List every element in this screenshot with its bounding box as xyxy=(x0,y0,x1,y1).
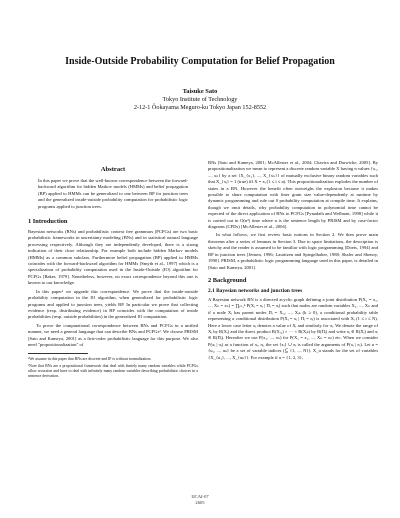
right-paragraph-1: BNs [Sato and Kameya, 2001; McAllester et al., 2004; Chavira and Darwiche, 2005]. By propositionalization we mean to represent a discrete random variable X having n values {x₁, ..., xₙ} by a set {X_{x₁}, ..., X_{xₙ}} of mutually exclusive binary random variables such that X_{xᵢ} = 1 (true) iff X = xᵢ (1 ≤ i ≤ n). This propositionalization explodes the number of states in a BN. However the benefit often outweighs the explosion because it makes possible to share computation with finer grain size value-dependently at runtime by dynamic programming and rule out 0 probability computation at compile time. It explains, though we omit details, why probability computation in polynomial time cannot be expected of the direct application of BNs to PCFGs [Pynadath and Wellman, 1998] while it is carried out in O(n³) time where n is the sentence length by PRISM and by case-factor diagrams (CFDs) [McAllester et al., 2004]. xyxy=(208,160,378,230)
right-column xyxy=(208,160,378,363)
abstract-heading: Abstract xyxy=(100,166,126,173)
background-paragraph-1: A Bayesian network BN is a directed acyclic graph defining a joint distribution P(X₁ = x₁, ..., Xₙ = xₙ) = ∏ᵢ₌₁ⁿ P(Xᵢ = xᵢ | Πᵢ = πᵢ) such that nodes are random variables X₁, ..., Xₙ and if a node Xᵢ has parent nodes Πᵢ = Xᵢ₁, ..., Xᵢₖ (k ≥ 0), a conditional probability table representing a conditional distribution P(Xᵢ = xᵢ | Πᵢ = πᵢ) is associated with Xᵢ (1 ≤ i ≤ N). Here a lower case letter xᵢ denotes a value of Xᵢ and similarly for πᵢ. We denote the range of Xᵢ by R(Xᵢ) and the direct product R(Xᵢ₁) × ··· × R(Xᵢₖ) by R(Πᵢ) and write xᵢ ∈ R(Xᵢ) and πᵢ ∈ R(Πᵢ). Hereafter we use P(x₁, ..., xₙ) for P(X₁ = x₁, ..., Xₙ = xₙ) etc. When we consider P(xᵢ | πᵢ) as a function of xᵢ, πᵢ, the set {xᵢ} ∪ πᵢ is called the arguments of P(xᵢ | πᵢ). Let u = {u₁, ..., uₖ} be a set of variable indices (⊆ {1, ..., N}). X_u stands for the set of variables {X_{u₁}, ..., X_{uₖ}}. For example if u = {1, 2, 3}, xyxy=(208,296,378,360)
right-paragraph-2: In what follows, we first review basic notions in Section 2. We then prove main theorems after a series of lemmas in Section 3. Due to space limitations, the description is sketchy and the reader is assumed to be familiar with logic programming [Doets, 1994] and BP in junction trees [Jensen, 1996; Lauritzen and Spiegelhalter, 1988; Shafer and Shenoy, 1990]. PRISM, a probabilistic logic programming language used in this paper, is detailed in [Sato and Kameya, 2001]. xyxy=(208,232,378,270)
author-name: Taisuke Sato xyxy=(182,88,218,95)
footnote-divider xyxy=(28,353,88,354)
intro-paragraph-1: Bayesian networks (BNs) and probabilistic context free grammars (PCFGs) are two basic probabilistic frameworks in uncertainty modeling (BNs) and in statistical natural language processing respectively. Although they are independently developed, there is a strong indication of their close relationship. For example both include hidden Markov models (HMMs) as a common subclass. Furthermore belief propagation (BP) applied to HMMs coincides with the forward-backward algorithm for HMMs [Smyth et al., 1997] which is a specialization of probability computation used in the Inside-Outside (IO) algorithm for PCFGs [Baker, 1979]. Nonetheless, however, no exact correspondence beyond this one is known to our knowledge. xyxy=(28,229,198,286)
footer-venue: IJCAI-07 xyxy=(191,494,209,499)
author-address: 2-12-1 Ôokayama Meguro-ku Tokyo Japan 152-8552 xyxy=(133,104,267,111)
abstract-text: In this paper we prove that the well-known correspondence between the forward-backward algorithm for hidden Markov models (HMMs) and belief propagation (BP) applied to HMMs can be generalized to one between BP for junction trees and the generalized inside-outside probability computation for probabilistic logic programs applied to junction trees. xyxy=(38,178,188,209)
section-introduction-heading: 1 Introduction xyxy=(28,218,68,226)
section-background-heading: 2 Background xyxy=(208,276,247,284)
intro-paragraph-3: To prove the computational correspondence between BNs and PCFGs in a unified manner, we need a general language that can describe BNs and PCFGs². We choose PRISM [Sato and Kameya, 2001] as a first-order probabilistic language for this purpose. We also need "propositionalization" of xyxy=(28,322,198,347)
footer-page-number: 2605 xyxy=(195,500,205,505)
subsection-bn-heading: 2.1 Bayesian networks and junction trees xyxy=(208,287,303,294)
left-column xyxy=(28,166,198,380)
paper-title: Inside-Outside Probability Computation for Belief Propagation xyxy=(65,56,335,67)
footnote-2: ²Note that BNs are a propositional framework that deal with finitely many random variables while PCFGs allow recursion and have to deal with infinitely many random variables describing probabilistic choices in a sentence derivation. xyxy=(28,363,198,378)
footnote-1: ¹We assume in this paper that BNs are discrete and IF is without normalization. xyxy=(28,357,152,362)
author-block xyxy=(20,88,380,112)
author-affiliation: Tokyo Institute of Technology xyxy=(162,96,238,103)
page-footer xyxy=(0,494,400,506)
intro-paragraph-2: In this paper¹ we upgrade this correspondence. We prove that the inside-outside probability computation in the IO algorithm, when generalized for probabilistic logic programs and applied to junction trees, yields BP. In particular we prove that collecting evidence (resp. distributing evidence) in BP coincides with the computation of inside probabilities (resp. outside probabilities) in the generalized IO computation. xyxy=(28,288,198,320)
